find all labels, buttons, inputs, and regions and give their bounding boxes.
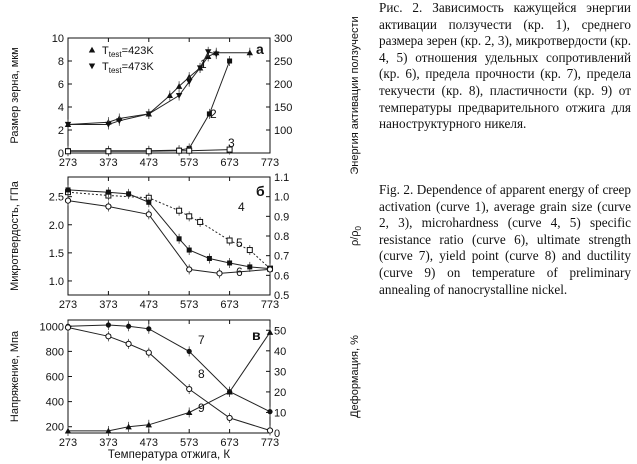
legend-marker xyxy=(89,47,95,53)
data-point xyxy=(187,349,192,354)
y-tick-label-left: 6 xyxy=(57,79,64,91)
data-point xyxy=(146,200,151,205)
data-point xyxy=(66,187,71,192)
legend-subscript: test xyxy=(108,50,122,59)
y-axis-label-left: Напряжение, Мпа xyxy=(9,330,21,423)
data-point xyxy=(247,264,252,269)
y-axis-label-right: $\rho/\rho_0$ xyxy=(349,225,363,247)
y-tick-label-left: 600 xyxy=(45,371,64,384)
y-tick-label-right: 100 xyxy=(274,125,293,137)
data-point xyxy=(227,59,232,64)
y-tick-label-right: 30 xyxy=(274,366,287,379)
x-axis-label: Температура отжига, К xyxy=(107,449,231,461)
y-tick-label-left: 1.0 xyxy=(48,275,64,288)
y-tick-label-right: 150 xyxy=(274,102,293,114)
curve-label: 1 xyxy=(200,57,207,71)
y-tick-label-left: 2.5 xyxy=(48,191,64,204)
series-line xyxy=(68,61,230,151)
x-tick-label: 473 xyxy=(139,437,158,449)
y-tick-label-left: 2.0 xyxy=(48,219,64,232)
data-point xyxy=(146,149,151,154)
data-point xyxy=(187,386,192,391)
caption-english: Fig. 2. Dependence of apparent energy of creep activation (curve 1), average grain size (curve 2, 3), microhardness (curve 4, 5) specific resistance ratio (curve 6), ultimate strength (curve 7), yield point (curve 8) and ductility (curve 9) on temperature of preliminary annealing of nanocrystalline nickel. xyxy=(379,182,631,297)
series-line xyxy=(68,328,270,431)
data-point xyxy=(198,219,203,224)
panel-label: б xyxy=(256,183,265,199)
data-point xyxy=(227,415,232,420)
y-tick-label-right: 1.1 xyxy=(274,172,290,184)
x-tick-label: 773 xyxy=(260,299,280,311)
data-point xyxy=(177,236,182,241)
y-tick-label-left: 1000 xyxy=(39,321,64,334)
data-point xyxy=(187,267,192,272)
y-tick-label-left: 4 xyxy=(57,102,64,114)
y-tick-label-right: 0.7 xyxy=(274,250,290,263)
x-tick-label: 473 xyxy=(139,157,158,169)
curve-label: 4 xyxy=(238,200,245,214)
data-point xyxy=(187,248,192,253)
y-tick-label-right: 50 xyxy=(274,325,287,338)
y-axis-label-right: Деформация, % xyxy=(349,335,361,418)
x-tick-label: 573 xyxy=(180,299,199,311)
curve-label: 6 xyxy=(236,265,243,279)
y-tick-label-left: 8 xyxy=(57,56,64,68)
y-tick-label-right: 0.9 xyxy=(274,211,290,224)
y-tick-label-right: 250 xyxy=(274,56,293,68)
curve-label: 9 xyxy=(198,401,205,415)
y-tick-label-right: 0.8 xyxy=(274,231,290,243)
y-tick-label-right: 0.6 xyxy=(274,270,290,283)
legend-label: $T_{test}=473K$ xyxy=(102,61,154,75)
series-line xyxy=(68,325,270,412)
y-tick-label-left: 2 xyxy=(57,125,64,137)
x-tick-label: 573 xyxy=(180,157,199,169)
y-tick-label-right: 40 xyxy=(274,345,287,358)
y-tick-label-left: 0 xyxy=(57,148,64,160)
legend-value: =473K xyxy=(121,61,154,73)
data-point xyxy=(187,148,192,153)
data-point xyxy=(106,149,111,154)
data-point xyxy=(247,248,252,253)
y-tick-label-right: 20 xyxy=(274,386,287,399)
x-tick-label: 573 xyxy=(180,437,199,449)
y-tick-label-right: 1.0 xyxy=(274,191,290,204)
data-point xyxy=(227,238,232,243)
data-point xyxy=(177,148,182,153)
curve-label: 8 xyxy=(198,367,205,381)
legend-marker xyxy=(89,63,95,69)
x-tick-label: 473 xyxy=(139,299,158,311)
curve-label: 3 xyxy=(228,136,235,150)
x-tick-label: 773 xyxy=(260,437,280,449)
y-axis-label-left: Размер зерна, мкм xyxy=(9,47,21,144)
data-point xyxy=(176,93,182,99)
data-point xyxy=(106,204,111,209)
caption-russian: Рис. 2. Зависимость кажущейся энергии активации ползучести (кр. 1), среднего размера зерен (кр. 2, 3), микротвердости (кр. 4, 5) отношения удельных сопротивлений (кр. 6), предела прочности (кр. 7), предела текучести (кр. 8), пластичности (кр. 9) от температуры предварительного отжига для наноструктурного никеля. xyxy=(379,0,631,132)
data-point xyxy=(126,191,131,196)
y-tick-label-right: 200 xyxy=(274,79,293,91)
series-line xyxy=(68,332,270,431)
y-axis-label-right: Энергия активации ползучести xyxy=(349,16,361,175)
curve-label: 2 xyxy=(210,107,217,121)
data-point xyxy=(227,260,232,265)
data-point xyxy=(65,325,70,330)
x-tick-label: 373 xyxy=(99,299,118,311)
data-point xyxy=(186,409,192,415)
legend-subscript: test xyxy=(108,66,122,75)
series-line xyxy=(68,53,250,125)
x-tick-label: 673 xyxy=(220,157,239,169)
data-point xyxy=(146,350,151,355)
y-tick-label-left: 1.5 xyxy=(48,247,64,260)
data-point xyxy=(267,409,272,414)
x-tick-label: 373 xyxy=(99,157,118,169)
x-tick-label: 273 xyxy=(58,157,78,169)
y-axis-label-left: Микротвердость, ГПа xyxy=(9,181,21,291)
curve-label: 7 xyxy=(198,333,205,347)
y-tick-label-right: 300 xyxy=(274,33,293,45)
data-point xyxy=(106,190,111,195)
data-point xyxy=(146,326,151,331)
curve-label: 5 xyxy=(236,236,243,250)
panel-label: а xyxy=(256,41,264,57)
data-point xyxy=(217,271,222,276)
y-tick-label-left: 400 xyxy=(45,396,64,409)
y-tick-label-left: 200 xyxy=(45,421,64,434)
x-tick-label: 673 xyxy=(220,299,239,311)
data-point xyxy=(106,334,111,339)
legend-label: $T_{test}=423K$ xyxy=(102,45,154,59)
y-tick-label-right: 10 xyxy=(274,407,287,420)
x-tick-label: 273 xyxy=(58,437,78,449)
x-tick-label: 373 xyxy=(99,437,118,449)
data-point xyxy=(66,149,71,154)
data-point xyxy=(267,428,272,433)
data-point xyxy=(106,322,111,327)
data-point xyxy=(126,324,131,329)
data-point xyxy=(126,341,131,346)
x-tick-label: 773 xyxy=(260,157,280,169)
data-point xyxy=(177,208,182,213)
data-point xyxy=(65,198,70,203)
y-tick-label-right: 0 xyxy=(274,428,281,440)
x-tick-label: 673 xyxy=(220,437,239,449)
y-tick-label-left: 10 xyxy=(51,33,64,45)
y-axis-label-right-subscript: 0 xyxy=(354,225,363,231)
data-point xyxy=(187,214,192,219)
y-tick-label-left: 800 xyxy=(45,346,64,359)
data-point xyxy=(207,256,212,261)
panel-label: в xyxy=(252,327,261,343)
data-point xyxy=(267,267,272,272)
legend-value: =423K xyxy=(121,45,154,57)
data-point xyxy=(146,212,151,217)
y-tick-label-right: 0.5 xyxy=(274,290,290,302)
x-tick-label: 273 xyxy=(58,299,78,311)
